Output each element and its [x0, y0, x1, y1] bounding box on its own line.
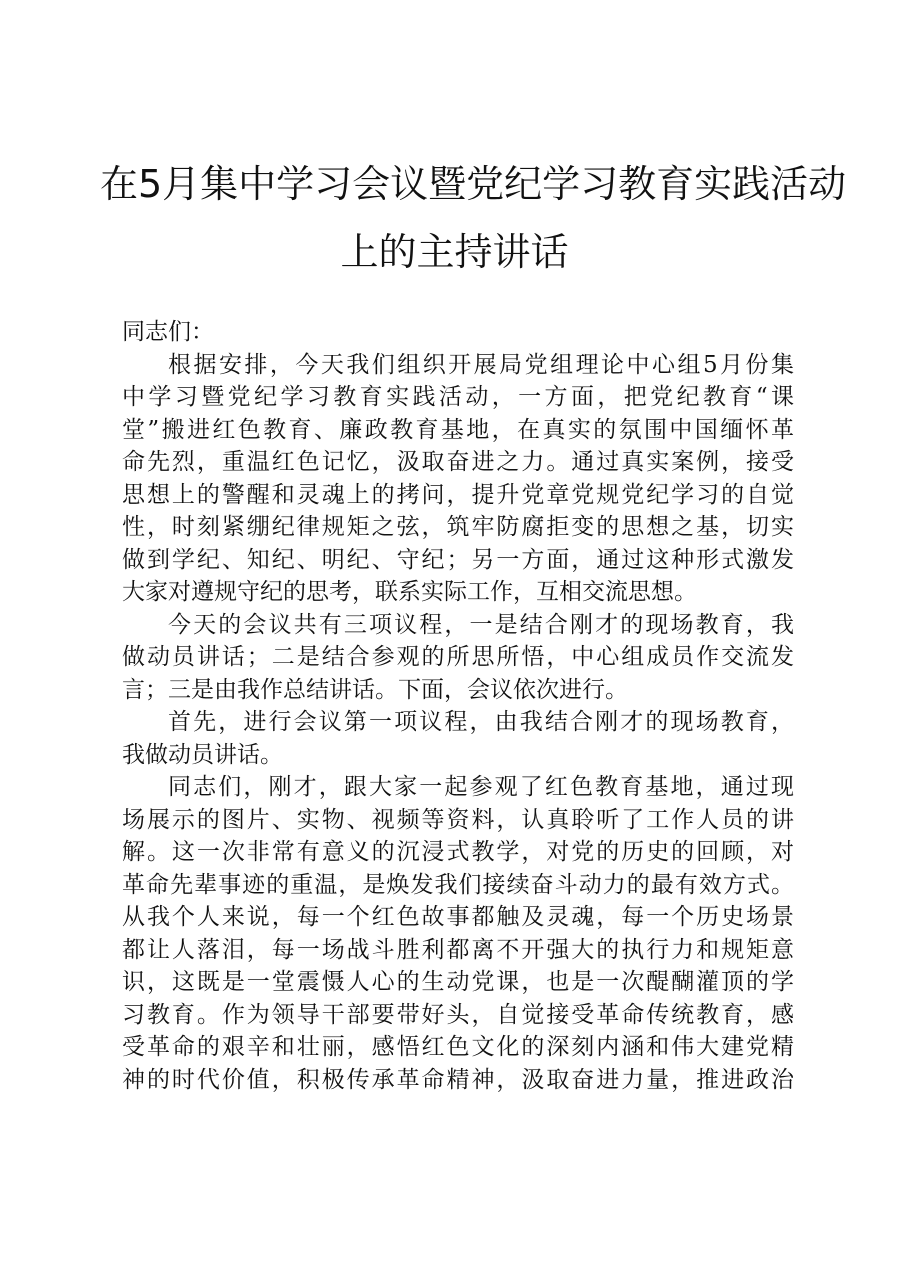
paragraph-4-line: 神的时代价值，积极传承革命精神，汲取奋进力量，推进政治 [122, 1066, 794, 1093]
paragraph-1-line: 根据安排，今天我们组织开展局党组理论中心组5月份集 [168, 351, 794, 378]
paragraph-3-line: 我做动员讲话。 [122, 741, 283, 768]
document-title-line-1: 在5月集中学习会议暨党纪学习教育实践活动 [100, 162, 847, 206]
paragraph-2-line: 做动员讲话；二是结合参观的所思所悟，中心组成员作交流发 [122, 644, 794, 670]
paragraph-1-line: 性，时刻紧绷纪律规矩之弦，筑牢防腐拒变的思想之基，切实 [122, 514, 794, 540]
paragraph-1-line: 堂”搬进红色教育、廉政教育基地，在真实的氛围中国缅怀革 [122, 416, 794, 443]
paragraph-4-line: 受革命的艰辛和壮丽，感悟红色文化的深刻内涵和伟大建党精 [122, 1034, 794, 1060]
paragraph-4-line: 解。这一次非常有意义的沉浸式教学，对党的历史的回顾，对 [122, 839, 794, 865]
paragraph-1-line: 做到学纪、知纪、明纪、守纪；另一方面，通过这种形式激发 [122, 546, 794, 573]
paragraph-4-line: 习教育。作为领导干部要带好头，自觉接受革命传统教育，感 [122, 1001, 794, 1028]
paragraph-4-line: 革命先辈事迹的重温，是焕发我们接续奋斗动力的最有效方式。 [122, 871, 794, 898]
paragraph-1-line: 思想上的警醒和灵魂上的拷问，提升党章党规党纪学习的自觉 [122, 481, 794, 508]
paragraph-4-line: 场展示的图片、实物、视频等资料，认真聆听了工作人员的讲 [122, 806, 794, 833]
paragraph-1-line: 大家对遵规守纪的思考，联系实际工作，互相交流思想。 [122, 579, 697, 605]
document-body [122, 316, 794, 1096]
paragraph-1-line: 中学习暨党纪学习教育实践活动，一方面，把党纪教育“课 [122, 384, 794, 410]
salutation: 同志们： [122, 319, 214, 345]
paragraph-4-line: 都让人落泪，每一场战斗胜利都离不开强大的执行力和规矩意 [122, 936, 794, 963]
paragraph-4-line: 识，这既是一堂震慑人心的生动党课，也是一次醍醐灌顶的学 [122, 969, 794, 995]
paragraph-1-line: 命先烈，重温红色记忆，汲取奋进之力。通过真实案例，接受 [122, 449, 794, 475]
document-title-line-2: 上的主持讲话 [340, 230, 569, 274]
paragraph-4-line: 同志们，刚才，跟大家一起参观了红色教育基地，通过现 [168, 774, 794, 800]
paragraph-2-line: 今天的会议共有三项议程，一是结合刚才的现场教育，我 [168, 611, 794, 638]
paragraph-3-line: 首先，进行会议第一项议程，由我结合刚才的现场教育， [168, 709, 794, 735]
paragraph-2-line: 言；三是由我作总结讲话。下面，会议依次进行。 [122, 676, 628, 703]
paragraph-4-line: 从我个人来说，每一个红色故事都触及灵魂，每一个历史场景 [122, 904, 794, 930]
